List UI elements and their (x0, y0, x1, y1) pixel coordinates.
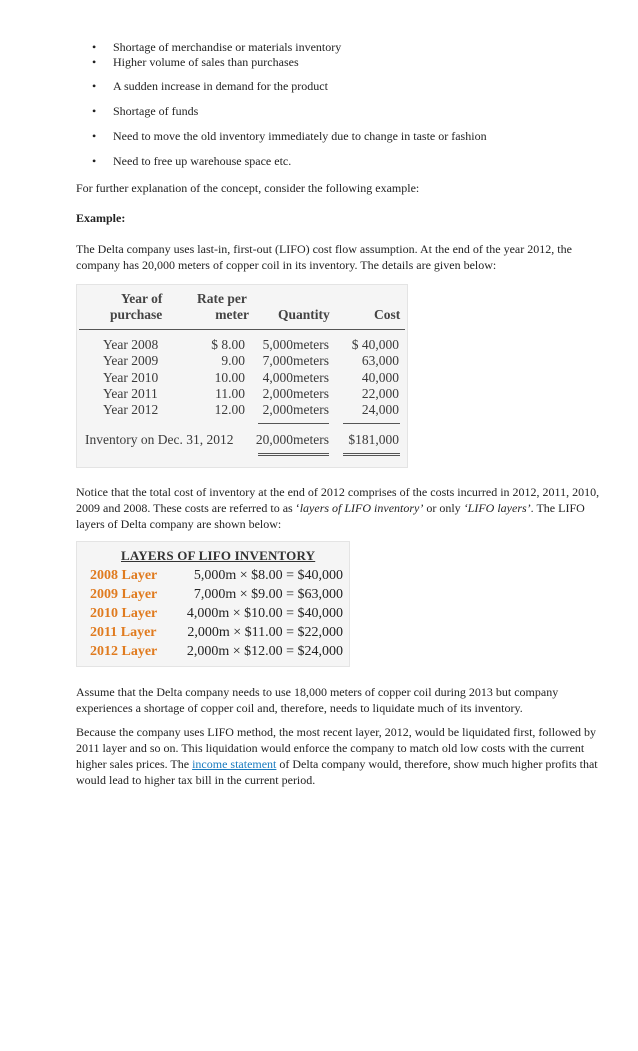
header-cost: Cost (374, 307, 401, 322)
layer-name: 2008 Layer (90, 568, 158, 583)
header-rate-line1: Rate per (197, 291, 247, 306)
row-year: Year 2011 (103, 386, 158, 401)
cost-double-rule (343, 453, 400, 454)
row-cost: 24,000 (361, 402, 399, 417)
row-rate: $ 8.00 (211, 337, 245, 352)
row-year: Year 2012 (103, 402, 159, 417)
row-quantity: 5,000meters (262, 337, 329, 352)
quantity-sum-rule (258, 423, 329, 424)
row-rate: 10.00 (214, 370, 245, 385)
row-cost: 40,000 (361, 370, 399, 385)
row-cost: $ 40,000 (351, 337, 399, 352)
total-label: Inventory on Dec. 31, 2012 (85, 432, 234, 447)
row-cost: 63,000 (361, 353, 399, 368)
example-paragraph: The Delta company uses last-in, first-out (LIFO) cost flow assumption. At the end of the year 2012, the company has 20,000 meters of copper coil in its inventory. The details are given below: (76, 242, 572, 272)
layer-calc: 2,000m × $11.00 = $22,000 (187, 625, 343, 640)
cost-double-rule (343, 455, 400, 456)
notice-paragraph: Notice that the total cost of inventory at the end of 2012 comprises of the costs incurred in 2012, 2011, 2010, 2009 and 2008. These costs are referred to as ‘layers of LIFO inventory’ or only ‘LIFO layers’. The LIFO layers of Delta company are shown below: (76, 485, 600, 531)
row-year: Year 2009 (103, 353, 159, 368)
header-rate-line2: meter (215, 307, 249, 322)
lifo-layers-table (76, 541, 350, 667)
layer-calc: 2,000m × $12.00 = $24,000 (186, 644, 343, 659)
quantity-double-rule (258, 453, 329, 454)
row-rate: 12.00 (214, 402, 245, 417)
row-quantity: 2,000meters (262, 402, 329, 417)
bullet-icon: • (92, 79, 97, 93)
header-year-line2: purchase (110, 307, 163, 322)
header-year-line1: Year of (121, 291, 163, 306)
row-cost: 22,000 (361, 386, 399, 401)
bullet-icon: • (92, 154, 97, 168)
bullet-icon: • (92, 40, 97, 54)
because-paragraph: Because the company uses LIFO method, the most recent layer, 2012, would be liquidated first, followed by 2011 layer and so on. This liquidation would enforce the company to match old low costs with the current higher sales prices. The income statement of Delta company would, therefore, show much higher profits that would lead to higher tax bill in the current period. (76, 725, 598, 787)
intro-paragraph: For further explanation of the concept, consider the following example: (76, 181, 420, 195)
cost-sum-rule (343, 423, 400, 424)
bullet-icon: • (92, 129, 97, 143)
row-year: Year 2010 (103, 370, 159, 385)
bullet-icon: • (92, 104, 97, 118)
layer-name: 2010 Layer (90, 606, 158, 621)
row-quantity: 4,000meters (262, 370, 329, 385)
layer-name: 2011 Layer (90, 625, 157, 640)
total-quantity: 20,000meters (255, 432, 329, 447)
inventory-table (76, 284, 408, 468)
bullet-icon: • (92, 55, 97, 69)
header-rule (79, 329, 405, 330)
header-quantity: Quantity (278, 307, 330, 322)
layer-name: 2012 Layer (90, 644, 158, 659)
layer-calc: 7,000m × $9.00 = $63,000 (193, 587, 343, 602)
layer-calc: 5,000m × $8.00 = $40,000 (193, 568, 343, 583)
row-rate: 9.00 (221, 353, 245, 368)
quantity-double-rule (258, 455, 329, 456)
row-quantity: 2,000meters (262, 386, 329, 401)
income-statement-link[interactable]: income statement (192, 757, 277, 771)
row-quantity: 7,000meters (262, 353, 329, 368)
layer-name: 2009 Layer (90, 587, 158, 602)
row-rate: 11.00 (215, 386, 245, 401)
row-year: Year 2008 (103, 337, 159, 352)
total-cost: $181,000 (348, 432, 399, 447)
assume-paragraph: Assume that the Delta company needs to use 18,000 meters of copper coil during 2013 but company experiences a shortage of copper coil and, therefore, needs to liquidate much of its inventory. (76, 685, 559, 715)
lifo-layers-title: LAYERS OF LIFO INVENTORY (121, 548, 316, 563)
example-heading: Example: (76, 211, 126, 225)
document-page: • Shortage of merchandise or materials inventory • Higher volume of sales than purchases • A sudden increase in demand for the product • Shortage of funds • Need to move the old inventory immediately due to change in taste or fashion • Need to free up warehouse space etc. For further explanation of the concept, consider the following example: Example: The Delta company uses last-in, first-out (LIFO) cost flow assumption. At the end of the year 2012, the company has 20,000 meters of copper coil in its inventory. The details are given below: Year of purchase Rate per meter Quantity Cost Year 2008 $ 8.00 5,000meters $ 40,000 Year 2009 9.00 7,000meters 63,000 Year 2010 10.00 4,000meters 40,000 Year 2011 11.00 2,000meters 22,000 Year 2012 12.00 2,000meters 24,000 Inventory on Dec. 31, 2012 20,000meters $181,000 Notice that the total cost of inventory at the end of 2012 comprises of the costs incurred in 2012, 2011, 2010, 2009 and 2008. These costs are referred to as ‘layers of LIFO inventory’ or only ‘LIFO layers’. The LIFO layers of Delta company are shown below: LAYERS OF LIFO INVENTORY 2008 Layer 5,000m × $8.00 = $40,000 2009 Layer 7,000m × $9.00 = $63,000 2010 Layer 4,000m × $10.00 = $40,000 2011 Layer 2,000m × $11.00 = $22,000 2012 Layer 2,000m × $12.00 = $24,000 Assume that the Delta company needs to use 18,000 meters of copper coil during 2013 but company experiences a shortage of copper coil and, therefore, needs to liquidate much of its inventory. Because the company uses LIFO method, the most recent layer, 2012, would be liquidated first, followed by 2011 layer and so on. This liquidation would enforce the company to match old low costs with the current higher sales prices. The income statement of Delta company would, therefore, show much higher profits that would lead to higher tax bill in the current period. (0, 0, 638, 1051)
layer-calc: 4,000m × $10.00 = $40,000 (186, 606, 343, 621)
